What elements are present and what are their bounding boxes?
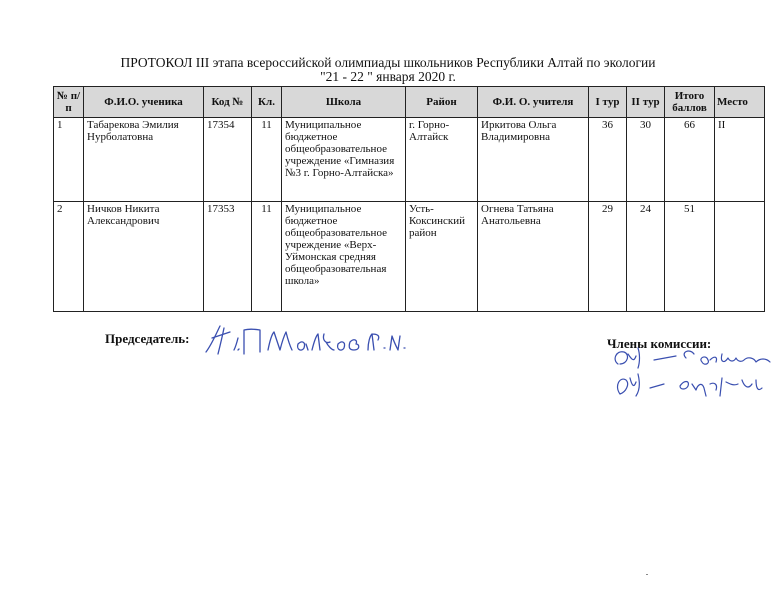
cell-fio: Ничков Никита Александрович xyxy=(84,202,204,312)
cell-tour1: 29 xyxy=(589,202,627,312)
chairman-signature-image xyxy=(198,320,418,360)
cell-place xyxy=(715,202,765,312)
table-row xyxy=(54,202,765,312)
cell-grade: 11 xyxy=(252,118,282,202)
header-tour2: II тур xyxy=(627,87,665,118)
cell-tour2: 24 xyxy=(627,202,665,312)
results-table xyxy=(53,86,765,312)
header-school: Школа xyxy=(282,87,406,118)
member-signatures-image xyxy=(606,340,776,400)
header-total: Итого баллов xyxy=(665,87,715,118)
header-district: Район xyxy=(406,87,478,118)
table-header-row xyxy=(54,87,765,118)
cell-total: 51 xyxy=(665,202,715,312)
header-code: Код № xyxy=(204,87,252,118)
commission-label: Члены комиссии: xyxy=(607,336,712,351)
cell-tour2: 30 xyxy=(627,118,665,202)
cell-place: II xyxy=(715,118,765,202)
cell-code: 17353 xyxy=(204,202,252,312)
cell-tour1: 36 xyxy=(589,118,627,202)
cell-district: Усть-Коксинский район xyxy=(406,202,478,312)
header-tour1: I тур xyxy=(589,87,627,118)
cell-grade: 11 xyxy=(252,202,282,312)
table-row xyxy=(54,118,765,202)
title-line-1: ПРОТОКОЛ III этапа всероссийской олимпиады школьников Республики Алтай по экологии xyxy=(120,55,656,70)
document-title xyxy=(0,56,776,84)
chairman-label: Председатель: xyxy=(105,331,190,346)
scan-speck xyxy=(646,574,648,575)
header-place: Место xyxy=(715,87,765,118)
cell-total: 66 xyxy=(665,118,715,202)
header-num: № п/п xyxy=(54,87,84,118)
header-grade: Кл. xyxy=(252,87,282,118)
cell-num: 2 xyxy=(54,202,84,312)
cell-teacher: Иркитова Ольга Владимировна xyxy=(478,118,589,202)
cell-fio: Табарекова Эмилия Нурболатовна xyxy=(84,118,204,202)
cell-teacher: Огнева Татьяна Анатольевна xyxy=(478,202,589,312)
cell-school: Муниципальное бюджетное общеобразовательное учреждение «Верх-Уймонская средняя общеобразовательная школа» xyxy=(282,202,406,312)
header-fio: Ф.И.О. ученика xyxy=(84,87,204,118)
title-line-2: "21 - 22 " января 2020 г. xyxy=(320,69,456,84)
cell-school: Муниципальное бюджетное общеобразовательное учреждение «Гимназия №3 г. Горно-Алтайска» xyxy=(282,118,406,202)
header-teacher: Ф.И. О. учителя xyxy=(478,87,589,118)
cell-code: 17354 xyxy=(204,118,252,202)
cell-district: г. Горно-Алтайск xyxy=(406,118,478,202)
cell-num: 1 xyxy=(54,118,84,202)
